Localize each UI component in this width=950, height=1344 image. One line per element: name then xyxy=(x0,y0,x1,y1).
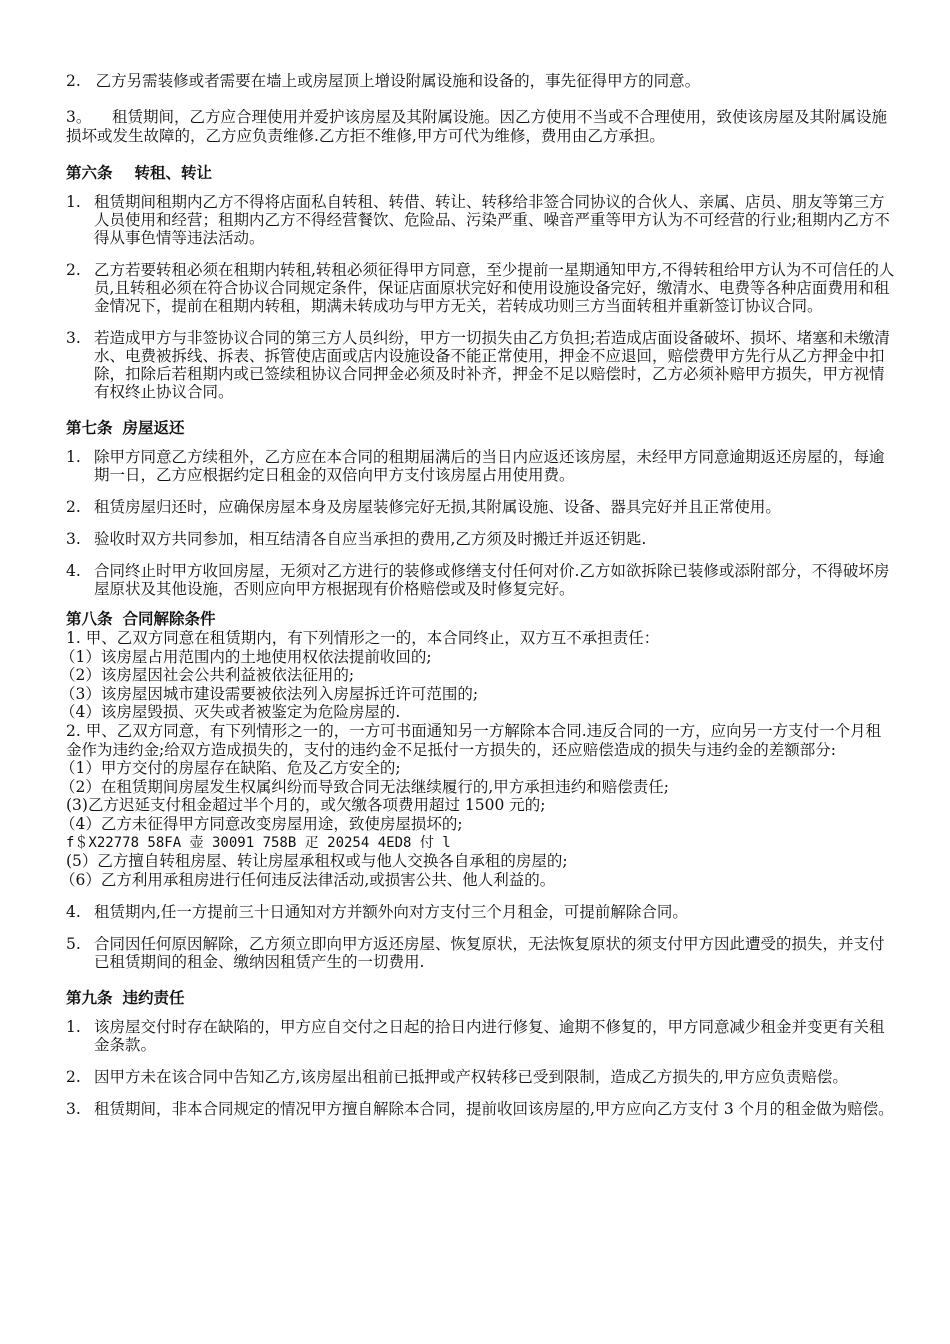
contract-page xyxy=(60,72,896,1119)
list-item: 1. 除甲方同意乙方续租外，乙方应在本合同的租期届满后的当日内应返还该房屋，未经甲方同意逾期返还房屋的，每逾期一日，乙方应根据约定日租金的双倍向甲方支付该房屋占用使用费。 xyxy=(66,448,885,484)
list-item: 4. 合同终止时甲方收回房屋，无须对乙方进行的装修或修缮支付任何对价.乙方如欲拆除已装修或添附部分，不得破坏房屋原状及其他设施，否则应向甲方根据现有价格赔偿或及时修复完好。 xyxy=(66,562,890,598)
article-number: 第九条 xyxy=(66,989,113,1008)
list-item: 3. 若造成甲方与非签协议合同的第三方人员纠纷，甲方一切损失由乙方负担;若造成店面设备破坏、损坏、堵塞和未缴清水、电费被拆线、拆表、拆管使店面或店内设施设备不能正常使用，押金不应退回，赔偿费甲方先行从乙方押金中扣除，扣除后若租期内或已签续租协议合同押金必须及时补齐，押金不足以赔偿时，乙方必须补赔甲方损失，甲方视情有权终止协议合同。 xyxy=(66,329,890,401)
article-number: 第七条 xyxy=(66,419,113,437)
list-item: 2. 租赁房屋归还时，应确保房屋本身及房屋装修完好无损,其附属设施、设备、器具完好并且正常使用。 xyxy=(66,498,781,516)
article-number: 第八条 xyxy=(66,610,113,628)
sub-item: (3)乙方迟延支付租金超过半个月的，或欠缴各项费用超过 1500 元的; xyxy=(66,796,546,815)
clause-5-item-3 xyxy=(66,108,896,146)
article-9-list xyxy=(66,1018,896,1118)
article-6-list xyxy=(66,193,896,401)
list-item: 2. 乙方若要转租必须在租期内转租,转租必须征得甲方同意，至少提前一星期通知甲方,不得转租给甲方认为不可信任的人员,且转租必须在符合协议合同规定条件，保证店面原状完好和使用设施设备完好，缴清水、电费等各种店面费用和租金情况下，提前在租期内转租，期满未转成功与甲方无关，若转成功则三方当面转租并重新签订协议合同。 xyxy=(66,261,895,315)
article-number: 第六条 xyxy=(66,164,113,182)
item-number: 3。 xyxy=(66,108,92,126)
article-6-heading xyxy=(66,164,896,183)
garbled-text-line: f＄X22778 58FA 壶 30091 758B 疋 20254 4ED8 付 l xyxy=(66,834,451,851)
sub-item: （4）该房屋毁损、灭失或者被鉴定为危险房屋的. xyxy=(60,703,401,722)
list-item: 2. 因甲方未在该合同中告知乙方,该房屋出租前已抵押或产权转移已受到限制，造成乙方损失的,甲方应负责赔偿。 xyxy=(66,1068,848,1087)
sub-item: （2）该房屋因社会公共利益被依法征用的; xyxy=(60,666,355,685)
sub-item: （1）该房屋占用范围内的土地使用权依法提前收回的; xyxy=(60,647,432,666)
sub-item: (5）乙方擅自转租房屋、转让房屋承租权或与他人交换各自承租的房屋的; xyxy=(66,852,568,871)
article-title: 房屋返还 xyxy=(122,419,185,437)
list-item: 3. 验收时双方共同参加，相互结清各自应当承担的费用,乙方须及时搬迁并返还钥匙. xyxy=(66,530,647,548)
article-7-heading xyxy=(66,419,896,438)
article-title: 合同解除条件 xyxy=(122,610,216,628)
sub-item: （6）乙方利用承租房进行任何违反法律活动,或损害公共、他人利益的。 xyxy=(60,870,556,889)
article-8-heading xyxy=(66,610,896,629)
article-9-heading xyxy=(66,989,896,1008)
list-item: 4. 租赁期内,任一方提前三十日通知对方并额外向对方支付三个月租金，可提前解除合同。 xyxy=(66,903,688,922)
list-item: 5. 合同因任何原因解除，乙方须立即向甲方返还房屋、恢复原状，无法恢复原状的须支付甲方因此遭受的损失，并支付已租赁期间的租金、缴纳因租赁产生的一切费用. xyxy=(66,935,885,972)
article-title: 转租、转让 xyxy=(134,164,213,182)
sub-item: （2）在租赁期间房屋发生权属纠纷而导致合同无法继续履行的,甲方承担违约和赔偿责任; xyxy=(60,777,670,796)
article-8-body xyxy=(60,629,896,972)
sub-item: （3）该房屋因城市建设需要被依法列入房屋拆迁许可范围的; xyxy=(60,684,479,703)
item-text: 乙方另需装修或者需要在墙上或房屋顶上增设附属设施和设备的，事先征得甲方的同意。 xyxy=(95,72,701,90)
sub-item: （1）甲方交付的房屋存在缺陷、危及乙方安全的; xyxy=(60,759,401,778)
clause-5-item-2 xyxy=(66,72,896,91)
item-text: 租赁期间，乙方应合理使用并爱护该房屋及其附属设施。因乙方使用不当或不合理使用，致使该房屋及其附属设施损坏或发生故障的，乙方应负责维修.乙方拒不维修,甲方可代为维修，费用由乙方承担。 xyxy=(66,108,888,145)
sub-item: （4）乙方未征得甲方同意改变房屋用途，致使房屋损坏的; xyxy=(60,814,463,833)
list-item: 3. 租赁期间，非本合同规定的情况甲方擅自解除本合同，提前收回该房屋的,甲方应向乙方支付 3 个月的租金做为赔偿。 xyxy=(66,1100,894,1119)
paragraph: 1. 甲、乙双方同意在租赁期内，有下列情形之一的，本合同终止，双方互不承担责任： xyxy=(66,629,660,647)
list-item: 1. 该房屋交付时存在缺陷的，甲方应自交付之日起的拾日内进行修复、逾期不修复的，甲方同意减少租金并变更有关租金条款。 xyxy=(66,1018,885,1055)
list-item: 1. 租赁期间租期内乙方不得将店面私自转租、转借、转让、转移给非签合同协议的合伙人、亲属、店员、朋友等第三方人员使用和经营；租期内乙方不得经营餐饮、危险品、污染严重、噪音严重等甲方认为不可经营的行业;租期内乙方不得从事色情等违法活动。 xyxy=(66,193,890,247)
article-7-list xyxy=(66,448,896,598)
item-number: 2. xyxy=(66,72,81,90)
article-title: 违约责任 xyxy=(122,989,185,1008)
paragraph: 2. 甲、乙双方同意，有下列情形之一的，一方可书面通知另一方解除本合同.违反合同的一方，应向另一方支付一个月租金作为违约金;给双方造成损失的，支付的违约金不足抵付一方损失的，还应赔偿造成的损失与违约金的差额部分: xyxy=(66,721,882,759)
